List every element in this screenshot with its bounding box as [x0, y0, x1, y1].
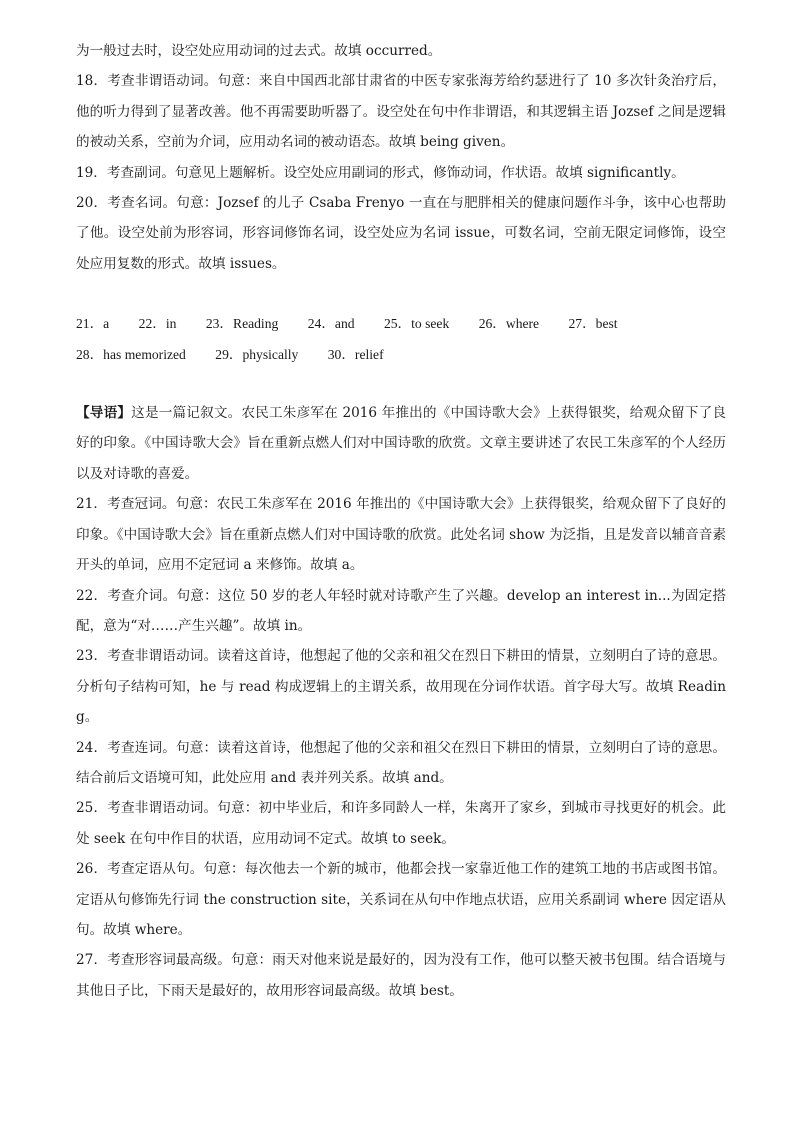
answer-27: 27．best [568, 316, 618, 332]
explanation-24: 24．考查连词。句意：读着这首诗，他想起了他的父亲和祖父在烈日下耕田的情景，立刻明白了诗的意思。结合前后文语境可知，此处应用 and 表并列关系。故填 and。 [76, 739, 726, 786]
explanation-18: 18．考查非谓语动词。句意：来自中国西北部甘肃省的中医专家张海芳给约瑟进行了 10 多次针灸治疗后，他的听力得到了显著改善。他不再需要助听器了。设空处在句中作非谓语，和其逻辑主语 Jozsef 之间是逻辑的被动关系，空前为介词，应用动名词的被动语态。故填 being given。 [76, 73, 726, 151]
explanation-23: 23．考查非谓语动词。读着这首诗，他想起了他的父亲和祖父在烈日下耕田的情景，立刻明白了诗的意思。分析句子结构可知，he 与 read 构成逻辑上的主谓关系，故用现在分词作状语。首字母大写。故填 Reading。 [76, 648, 726, 726]
guide-heading: 【导语】 [76, 405, 132, 422]
explanation-27: 27．考查形容词最高级。句意：雨天对他来说是最好的，因为没有工作，他可以整天被书包围。结合语境与其他日子比，下雨天是最好的，故用形容词最高级。故填 best。 [76, 952, 726, 999]
explanation-25: 25．考查非谓语动词。句意：初中毕业后，和许多同龄人一样，朱离开了家乡，到城市寻找更好的机会。此处 seek 在句中作目的状语，应用动词不定式。故填 to seek。 [76, 800, 726, 847]
answer-key [76, 309, 726, 370]
explanation-paragraph: 为一般过去时，设空处应用动词的过去式。故填 occurred。 [76, 43, 442, 59]
explanations-top [76, 36, 726, 279]
explanation-20: 20．考查名词。句意：Jozsef 的儿子 Csaba Frenyo 一直在与肥胖相关的健康问题作斗争，该中心也帮助了他。设空处前为形容词，形容词修饰名词，设空处应为名词 issue，可数名词，空前无限定词修饰，设空处应用复数的形式。故填 issues。 [76, 195, 726, 272]
answer-25: 25．to seek [383, 316, 450, 332]
answer-26: 26．where [478, 316, 540, 332]
explanation-21: 21．考查冠词。句意：农民工朱彦军在 2016 年推出的《中国诗歌大会》上获得银奖，给观众留下了良好的印象。《中国诗歌大会》旨在重新点燃人们对中国诗歌的欣赏。此处名词 show 为泛指，且是发音以辅音音素开头的单词，应用不定冠词 a 来修饰。故填 a。 [76, 496, 726, 574]
explanation-22: 22．考查介词。句意：这位 50 岁的老人年轻时就对诗歌产生了兴趣。develop an interest in...为固定搭配，意为“对……产生兴趣”。故填 in。 [76, 587, 726, 634]
answer-22: 22．in [138, 316, 177, 332]
answer-24: 24．and [307, 316, 355, 332]
guide-paragraph [76, 398, 726, 489]
document-page [76, 36, 726, 1006]
answer-29: 29．physically [215, 346, 299, 362]
answer-23: 23．Reading [205, 316, 279, 332]
answer-28: 28．has memorized [76, 346, 186, 362]
explanations-bottom [76, 398, 726, 1006]
answer-21: 21．a [76, 316, 110, 332]
answer-30: 30．relief [327, 346, 384, 362]
explanation-26: 26．考查定语从句。句意：每次他去一个新的城市，他都会找一家靠近他工作的建筑工地的书店或图书馆。定语从句修饰先行词 the construction site，关系词在从句中作地点状语，应用关系副词 where 因定语从句。故填 where。 [76, 861, 726, 938]
guide-text: 这是一篇记叙文。农民工朱彦军在 2016 年推出的《中国诗歌大会》上获得银奖，给观众留下了良好的印象。《中国诗歌大会》旨在重新点燃人们对中国诗歌的欣赏。文章主要讲述了农民工朱彦军的个人经历以及对诗歌的喜爱。 [76, 405, 727, 482]
explanation-19: 19．考查副词。句意见上题解析。设空处应用副词的形式，修饰动词，作状语。故填 significantly。 [76, 164, 685, 181]
